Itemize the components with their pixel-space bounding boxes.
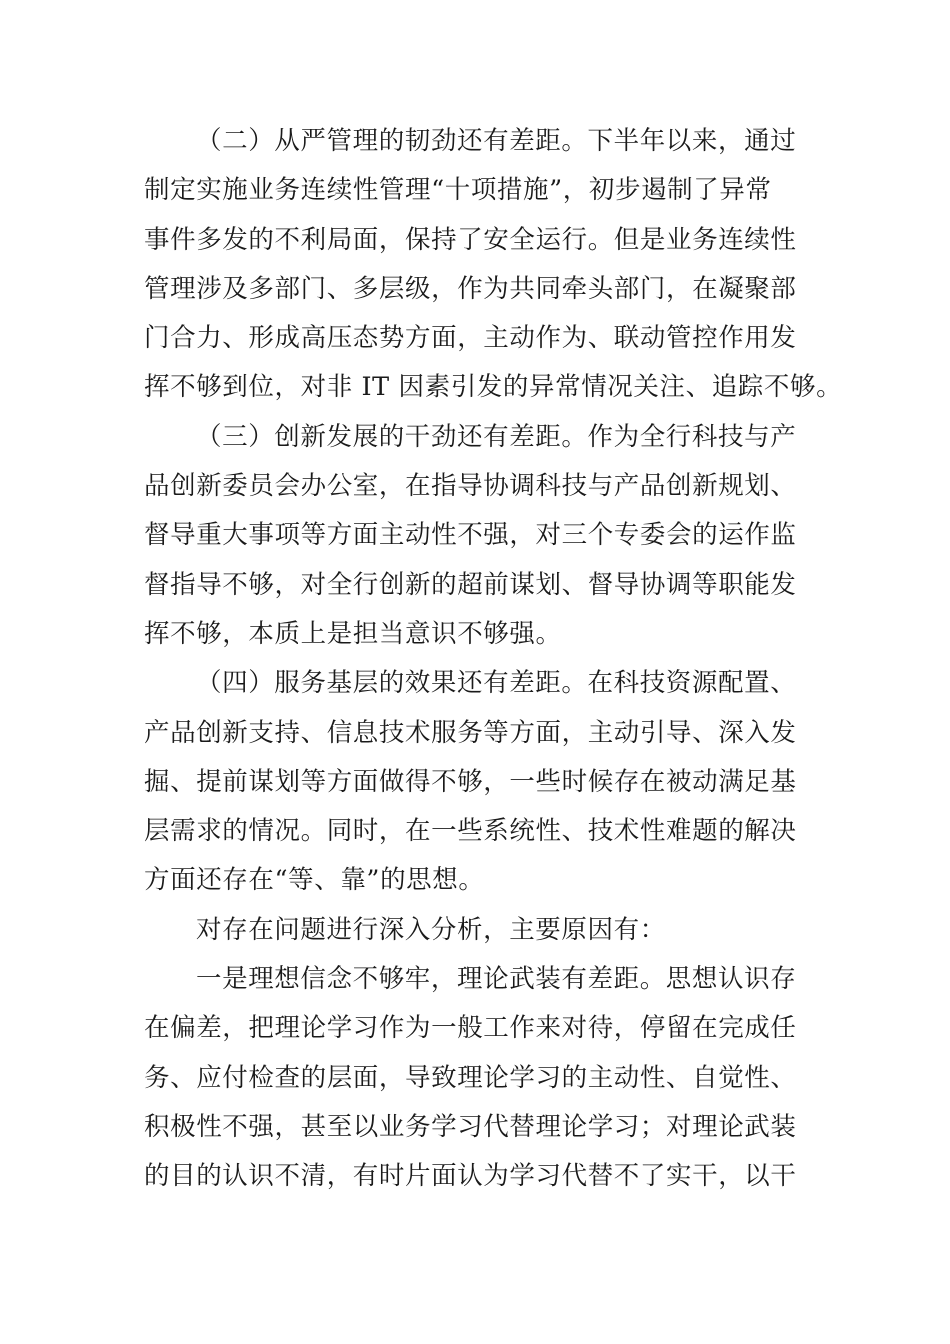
text-line: 管理涉及多部门、多层级，作为共同牵头部门，在凝聚部 — [144, 273, 797, 304]
text-line: 积极性不强，甚至以业务学习代替理论学习；对理论武装 — [144, 1111, 797, 1142]
paragraph-2-heading-line: （二）从严管理的韧劲还有差距。下半年以来，通过 — [196, 126, 797, 156]
text-line: 务、应付检查的层面，导致理论学习的主动性、自觉性、 — [144, 1062, 797, 1093]
text-line: 方面还存在“等、靠”的思想。 — [144, 865, 485, 896]
text-line: 产品创新支持、信息技术服务等方面，主动引导、深入发 — [144, 717, 797, 748]
text-line: 制定实施业务连续性管理“十项措施”，初步遏制了异常 — [144, 175, 772, 206]
text-line: 事件多发的不利局面，保持了安全运行。但是业务连续性 — [144, 224, 797, 255]
analysis-intro-line: 对存在问题进行深入分析，主要原因有： — [196, 914, 666, 945]
text-line: 挥不够，本质上是担当意识不够强。 — [144, 618, 562, 649]
text-line: 品创新委员会办公室，在指导协调科技与产品创新规划、 — [144, 471, 797, 502]
text-line: 的目的认识不清，有时片面认为学习代替不了实干，以干 — [144, 1161, 797, 1192]
reason-1-heading-line: 一是理想信念不够牢，理论武装有差距。思想认识存 — [196, 964, 797, 995]
paragraph-3-heading-line: （三）创新发展的干劲还有差距。作为全行科技与产 — [196, 421, 797, 452]
text-line: 督导重大事项等方面主动性不强，对三个专委会的运作监 — [144, 520, 797, 551]
text-line: 挥不够到位，对非 IT 因素引发的异常情况关注、追踪不够。 — [144, 372, 843, 403]
text-line: 层需求的情况。同时，在一些系统性、技术性难题的解决 — [144, 816, 797, 847]
text-line: 在偏差，把理论学习作为一般工作来对待，停留在完成任 — [144, 1013, 797, 1044]
text-line: 门合力、形成高压态势方面，主动作为、联动管控作用发 — [144, 323, 797, 354]
document-body — [144, 117, 843, 1202]
paragraph-4-heading-line: （四）服务基层的效果还有差距。在科技资源配置、 — [196, 668, 797, 699]
text-line: 掘、提前谋划等方面做得不够，一些时候存在被动满足基 — [144, 766, 797, 797]
text-line: 督指导不够，对全行创新的超前谋划、督导协调等职能发 — [144, 569, 797, 600]
